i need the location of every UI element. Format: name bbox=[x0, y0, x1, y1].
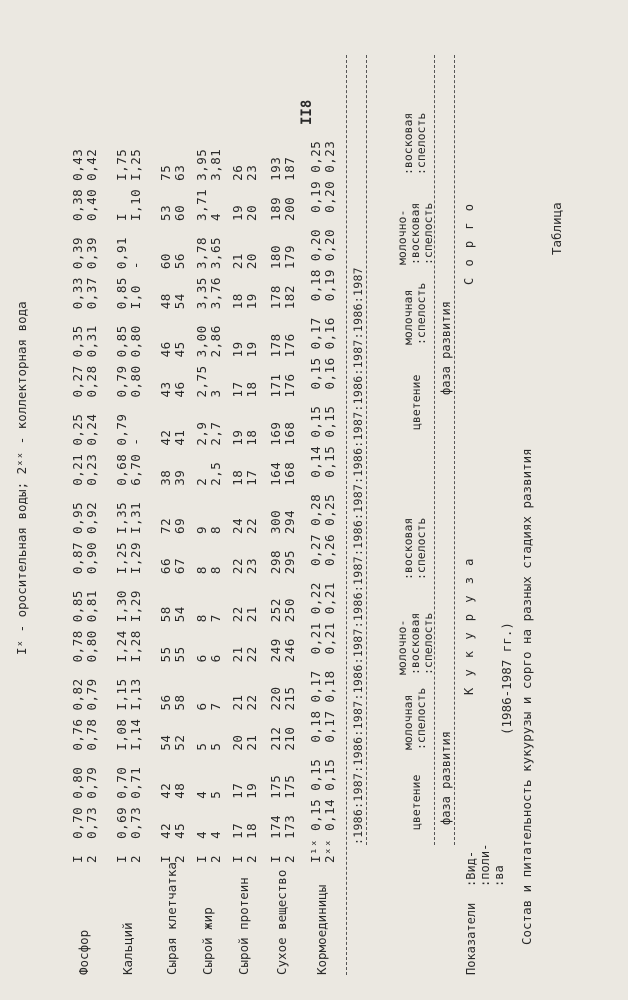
row-values: 2 173 175 210 215 246 250 295 294 168 168 176 176 182 179 200 187 bbox=[282, 156, 297, 863]
header-water-type: :Вид- :поли- :ва bbox=[464, 843, 506, 887]
row-label: Кальций bbox=[120, 922, 135, 975]
phase-maize-milk-wax: молочно- :восковая :спелость bbox=[395, 612, 435, 675]
table-subtitle: (1986-1987 гг.) bbox=[499, 622, 514, 735]
phase-rule bbox=[434, 55, 435, 845]
row-values: I 0,70 0,80 0,76 0,82 0,78 0,85 0,87 0,95 0,21 0,25 0,27 0,35 0,33 0,39 0,38 0,43 bbox=[70, 148, 85, 863]
table-title: Состав и питательность кукурузы и сорго на разных стадиях развития bbox=[519, 448, 534, 945]
row-values: 2 18 19 21 22 22 21 23 22 17 18 18 19 19 20 20 23 bbox=[244, 164, 259, 863]
row-values: I¹ˣ 0,15 0,15 0,18 0,17 0,21 0,22 0,27 0,28 0,14 0,15 0,15 0,17 0,18 0,20 0,19 0,25 bbox=[308, 140, 323, 863]
phase-sorghum-milk-wax: молочно- :восковая :спелость bbox=[395, 202, 435, 265]
row-values: 2 0,73 0,79 0,78 0,79 0,80 0,81 0,90 0,92 0,23 0,24 0,28 0,31 0,37 0,39 0,40 0,42 bbox=[84, 148, 99, 863]
header-crop-sorghum: С о р г о bbox=[462, 201, 476, 285]
years-rule-top bbox=[366, 55, 367, 845]
row-values: 2 4 5 5 7 6 7 8 8 2,5 2,7 3 2,86 3,76 3,65 4 3,81 bbox=[208, 148, 223, 863]
row-values: I 0,69 0,70 I,08 I,15 I,24 I,30 I,25 I,35 0,68 0,79 0,79 0,85 0,85 0,91 I I,75 bbox=[114, 148, 129, 863]
table-label: Таблица bbox=[549, 202, 564, 255]
header-indicator: Показатели bbox=[464, 902, 478, 975]
row-values: I 4 4 5 6 6 8 8 9 2 2,9 2,75 3,00 3,35 3,78 3,71 3,95 bbox=[194, 148, 209, 863]
years-rule-bottom bbox=[346, 55, 347, 975]
phase-sorghum-milk: молочная :спелость bbox=[401, 282, 428, 345]
row-label: Сырая клетчатка bbox=[164, 862, 179, 975]
phase-maize-wax: :восковая :спелость bbox=[401, 517, 428, 580]
page-number: II8 bbox=[299, 99, 315, 125]
years-row: :1986:1987:1986:1987:1986:1987:1986:1987:1986:1987:1986:1987:1986:1987:1986:1987 bbox=[351, 267, 365, 845]
phase-sorghum-wax: :восковая :спелость bbox=[401, 112, 428, 175]
row-values: I 42 42 54 56 55 58 66 72 38 42 43 46 48 60 53 75 bbox=[158, 164, 173, 863]
row-label: Кормоединицы bbox=[314, 884, 329, 975]
row-values: I 17 17 20 21 21 22 22 24 18 19 17 19 18 21 19 26 bbox=[230, 164, 245, 863]
footnote: Iˣ - оросительная воды; 2ˣˣ - коллекторная вода bbox=[14, 301, 29, 655]
row-label: Фосфор bbox=[76, 929, 91, 975]
phase-maize-milk: молочная :спелость bbox=[401, 687, 428, 750]
header-phase-sorghum: фаза развития bbox=[439, 301, 453, 395]
rotated-table-content bbox=[14, 25, 614, 975]
row-label: Сырой протеин bbox=[236, 877, 251, 975]
header-phase-maize: фаза развития bbox=[439, 731, 453, 825]
row-label: Сухое вещество bbox=[274, 869, 289, 975]
header-rule bbox=[454, 55, 455, 845]
row-values: 2 45 48 52 58 55 54 67 69 39 41 46 45 54 56 60 63 bbox=[172, 164, 187, 863]
header-crop-maize: К у к у р у з а bbox=[462, 556, 476, 695]
row-values: I 174 175 212 220 249 252 298 300 164 169 171 178 178 180 189 193 bbox=[268, 156, 283, 863]
row-values: 2 0,73 0,71 I,14 I,13 I,28 I,29 I,29 I,31 6,70 - 0,80 0,80 I,0 - I,10 I,25 bbox=[128, 148, 143, 863]
phase-maize-flowering: цветение bbox=[409, 774, 423, 830]
row-label: Сырой жир bbox=[200, 907, 215, 975]
row-values: 2ˣˣ 0,14 0,15 0,17 0,18 0,21 0,21 0,26 0,25 0,15 0,15 0,16 0,16 0,19 0,20 0,20 0,23 bbox=[322, 140, 337, 863]
phase-sorghum-flowering: цветение bbox=[409, 374, 423, 430]
